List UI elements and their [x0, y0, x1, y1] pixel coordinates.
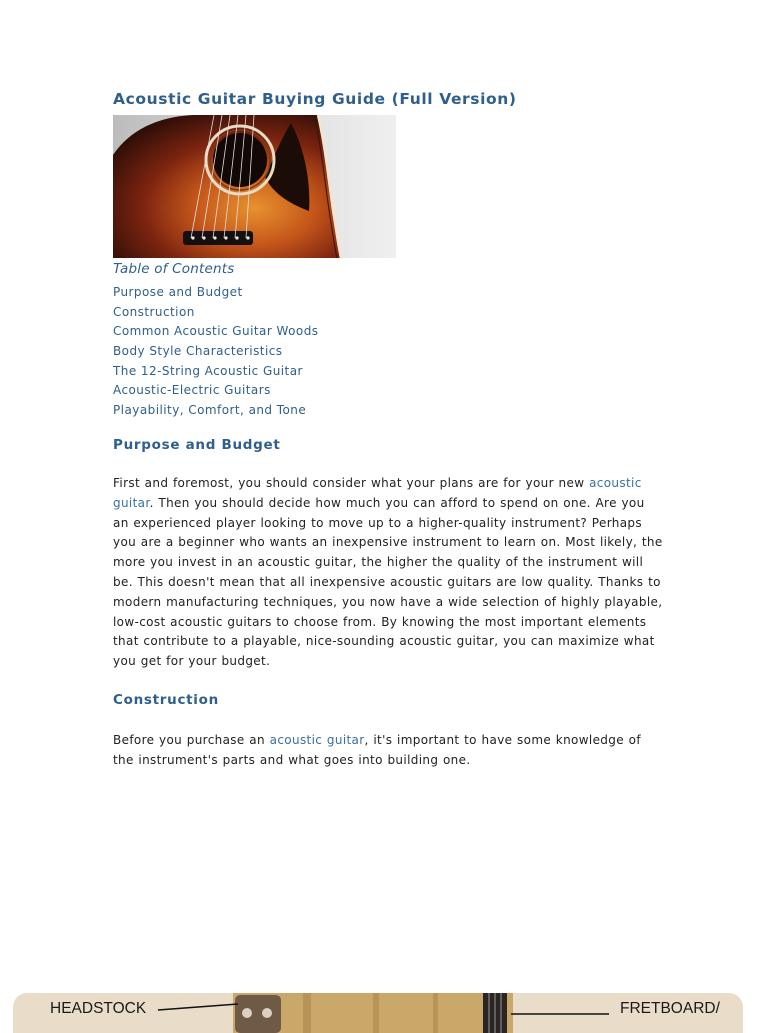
toc-link-acoustic-electric[interactable]: Acoustic-Electric Guitars: [113, 383, 271, 398]
paragraph-line: [113, 494, 658, 514]
paragraph-line: you are a beginner who wants an inexpensive instrument to learn on. Most likely, the: [113, 535, 663, 550]
guitar-parts-diagram: [13, 993, 743, 1033]
diagram-label-headstock: HEADSTOCK: [50, 1000, 147, 1017]
toc-heading: Table of Contents: [113, 261, 235, 277]
paragraph-line: modern manufacturing techniques, you now have a wide selection of highly playable,: [113, 594, 663, 609]
section-heading-construction: Construction: [113, 692, 219, 708]
guitar-photo: [113, 115, 396, 258]
line-text: Before you purchase an: [113, 733, 270, 747]
line-text: First and foremost, you should consider what your plans are for your new: [113, 476, 590, 490]
paragraph-line: that contribute to a playable, nice-sounding acoustic guitar, you can maximize what: [113, 634, 655, 649]
toc-link-playability[interactable]: Playability, Comfort, and Tone: [113, 403, 307, 418]
table-of-contents: [113, 283, 318, 421]
toc-link-body-style[interactable]: Body Style Characteristics: [113, 344, 283, 359]
paragraph-line: [113, 731, 658, 751]
paragraph-line: the instrument's parts and what goes into building one.: [113, 752, 471, 767]
toc-link-purpose-budget[interactable]: Purpose and Budget: [113, 285, 243, 299]
toc-link-woods[interactable]: Common Acoustic Guitar Woods: [113, 324, 319, 339]
section-paragraph-construction: [113, 731, 658, 771]
acoustic-guitar-link[interactable]: guitar: [113, 495, 150, 510]
paragraph-line: more you invest in an acoustic guitar, the higher the quality of the instrument will: [113, 555, 644, 570]
paragraph-line: [113, 474, 658, 494]
toc-link-construction[interactable]: Construction: [113, 304, 195, 319]
paragraph-line: an experienced player looking to move up to a higher-quality instrument? Perhaps: [113, 515, 642, 530]
paragraph-line: be. This doesn't mean that all inexpensive acoustic guitars are low quality. Thanks to: [113, 574, 661, 589]
paragraph-line: you get for your budget.: [113, 654, 271, 669]
section-heading-purpose: Purpose and Budget: [113, 437, 281, 453]
page-title: Acoustic Guitar Buying Guide (Full Version): [113, 90, 517, 108]
diagram-label-fretboard: FRETBOARD/: [620, 1000, 720, 1017]
toc-link-12-string[interactable]: The 12-String Acoustic Guitar: [113, 363, 303, 378]
section-paragraph-purpose: [113, 474, 663, 672]
line-text: , it's important to have some knowledge of: [364, 733, 641, 747]
paragraph-line: low-cost acoustic guitars to choose from. By knowing the most important elements: [113, 614, 647, 629]
line-text: . Then you should decide how much you can afford to spend on one. Are you: [149, 495, 645, 510]
acoustic-guitar-link[interactable]: acoustic: [589, 476, 642, 490]
acoustic-guitar-link[interactable]: acoustic guitar: [269, 733, 365, 747]
